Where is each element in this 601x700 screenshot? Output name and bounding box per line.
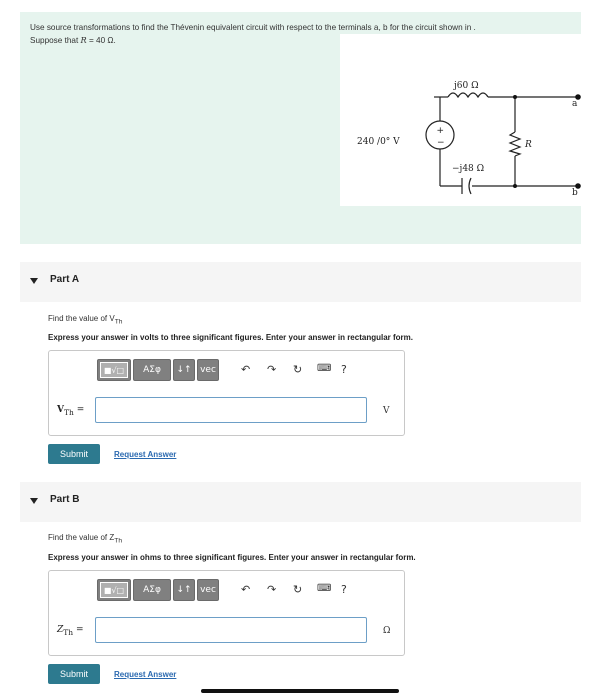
problem-statement — [20, 12, 581, 244]
part-b-request-answer-link[interactable]: Request Answer — [114, 670, 177, 679]
capacitor-label: −j48 Ω — [452, 164, 485, 174]
part-a-label-sub: Th — [63, 407, 74, 417]
part-b-prompt — [48, 533, 122, 545]
home-indicator-bar — [201, 689, 399, 693]
terminal-a-label: a — [572, 99, 578, 109]
arrows-label: ↓↑ — [176, 365, 192, 375]
part-a-answer-input[interactable] — [95, 397, 367, 423]
resistor-label: R — [525, 140, 532, 150]
part-b-unit: Ω — [383, 626, 391, 636]
problem-line-1: Use source transformations to find the Thévenin equivalent circuit with respect to the terminals a, b for the circuit shown in . — [30, 23, 476, 32]
part-b-prompt-text: Find the value of Z — [48, 533, 115, 542]
part-a-unit: V — [383, 406, 390, 416]
part-a-prompt-sub: Th — [114, 318, 123, 326]
greek-symbols-button[interactable] — [133, 579, 171, 601]
templates-label: ■√□ — [100, 362, 128, 378]
node-top-dot — [513, 95, 517, 99]
part-b-title: Part B — [50, 494, 80, 505]
greek-symbols-button[interactable] — [133, 359, 171, 381]
part-a-header[interactable] — [20, 262, 581, 302]
problem-line-2-prefix: Suppose that — [30, 36, 81, 45]
r-symbol: R — [80, 35, 87, 45]
vec-button[interactable] — [197, 359, 219, 381]
capacitor-plate-2 — [469, 178, 471, 194]
part-a-request-answer-link[interactable]: Request Answer — [114, 450, 177, 459]
part-a-answer-box — [48, 350, 405, 436]
keyboard-icon[interactable]: ⌨ — [317, 583, 332, 594]
collapse-triangle-icon[interactable] — [30, 278, 38, 284]
vec-button[interactable] — [197, 579, 219, 601]
collapse-triangle-icon[interactable] — [30, 498, 38, 504]
node-bottom-dot — [513, 184, 517, 188]
greek-label: ΑΣφ — [143, 365, 161, 375]
inductor-label: j60 Ω — [454, 81, 479, 91]
part-a-prompt — [48, 314, 123, 326]
part-b-submit-button[interactable]: Submit — [48, 664, 100, 684]
part-b-prompt-sub: Th — [114, 537, 123, 545]
part-a-label-main: V — [57, 405, 64, 415]
resistor-symbol — [510, 132, 520, 156]
inductor-symbol — [448, 93, 488, 97]
redo-icon[interactable]: ↷ — [267, 583, 277, 596]
vec-label: vec — [200, 585, 216, 595]
part-a-submit-button[interactable]: Submit — [48, 444, 100, 464]
terminal-b-label: b — [572, 188, 578, 198]
reset-icon[interactable]: ↻ — [293, 583, 303, 596]
undo-icon[interactable]: ↶ — [241, 583, 251, 596]
part-b-header[interactable] — [20, 482, 581, 522]
vec-label: vec — [200, 365, 216, 375]
greek-label: ΑΣφ — [143, 585, 161, 595]
arrows-button[interactable] — [173, 359, 195, 381]
part-a-prompt-text: Find the value of V — [48, 314, 115, 323]
help-button[interactable]: ? — [341, 583, 347, 596]
r-value: = 40 Ω. — [86, 36, 116, 45]
part-a-title: Part A — [50, 274, 80, 285]
circuit-svg — [340, 34, 581, 206]
part-a-instruction: Express your answer in volts to three significant figures. Enter your answer in rectangular form. — [48, 333, 413, 342]
source-label: 240 /0° V — [357, 137, 400, 147]
templates-button[interactable] — [97, 359, 131, 381]
source-minus-sign: − — [437, 138, 445, 148]
redo-icon[interactable]: ↷ — [267, 363, 277, 376]
undo-icon[interactable]: ↶ — [241, 363, 251, 376]
part-a-answer-label: $V_{Th}$ = — [57, 405, 85, 417]
keyboard-icon[interactable]: ⌨ — [317, 363, 332, 374]
part-b-label-sub: Th — [63, 627, 74, 637]
part-b-label-main: Z — [57, 625, 64, 635]
arrows-label: ↓↑ — [176, 585, 192, 595]
templates-button[interactable] — [97, 579, 131, 601]
templates-label: ■√□ — [100, 582, 128, 598]
reset-icon[interactable]: ↻ — [293, 363, 303, 376]
part-b-answer-input[interactable] — [95, 617, 367, 643]
arrows-button[interactable] — [173, 579, 195, 601]
part-b-answer-label: $Z_{Th}$ = — [57, 625, 84, 637]
help-button[interactable]: ? — [341, 363, 347, 376]
circuit-diagram — [340, 34, 581, 206]
source-plus-sign: + — [436, 126, 445, 136]
part-b-instruction: Express your answer in ohms to three significant figures. Enter your answer in rectangular form. — [48, 553, 416, 562]
part-b-answer-box — [48, 570, 405, 656]
